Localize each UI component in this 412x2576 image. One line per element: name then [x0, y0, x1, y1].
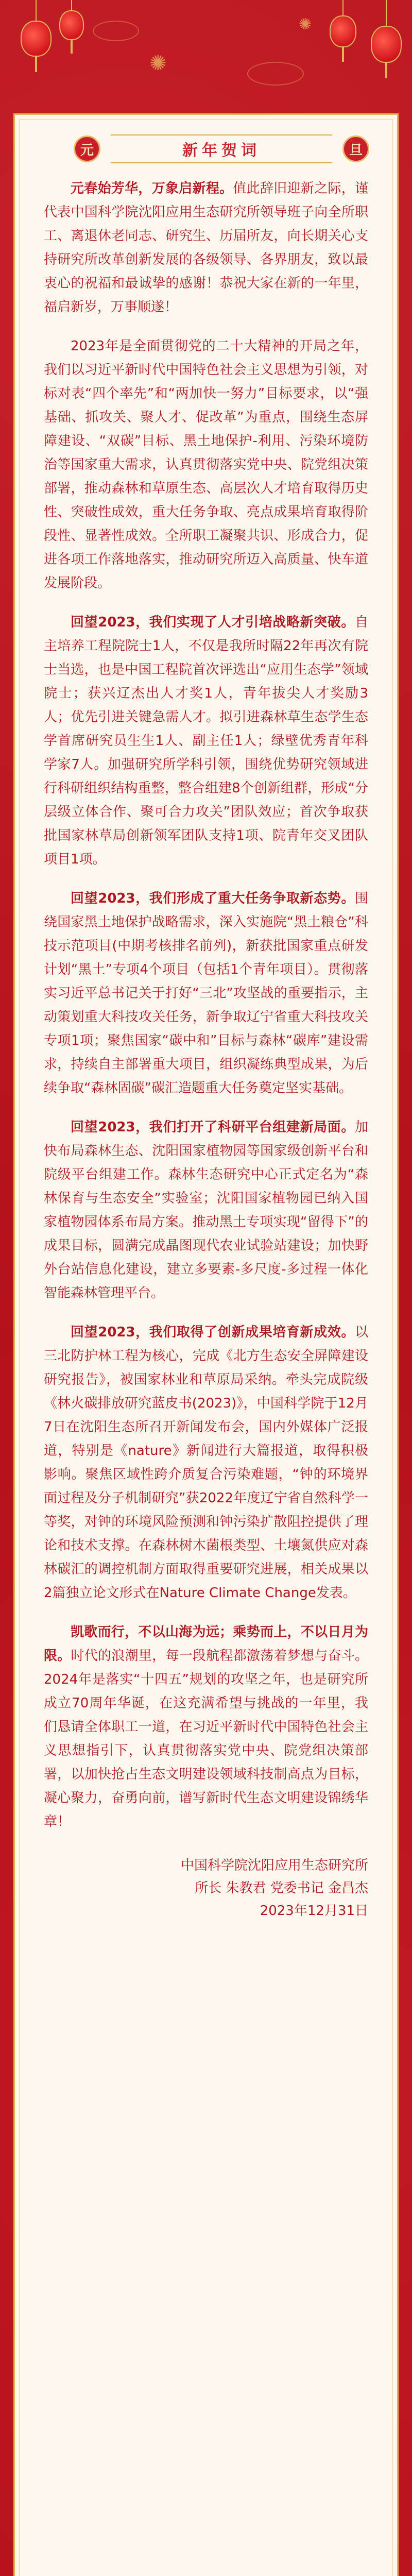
paragraph-text: 自主培养工程院院士1人，不仅是我所时隔22年再次有院士当选，也是中国工程院首次评选出“应用生态学”领域院士；获兴辽杰出人才奖1人，青年拔尖人才奖励3人；优先引进关键急需人才。拟引进森林草生态学生态学首席研究员生生1人、副主任1人；绿壁优秀青年科学家7人。加强研究所学科引领，围绕优势研究领域进行科研组织结构重整，整合组建8个创新组群，形成“分层级立体合作、聚可合力攻关”团队效应；首次争取获批国家林草局创新领军团队支持1项、院青年交叉团队项目1项。	[44, 615, 368, 867]
paragraph-lead: 回望2023，我们取得了创新成果培育新成效。	[71, 1325, 355, 1340]
paragraph-lead: 回望2023，我们实现了人才引培战略新突破。	[71, 615, 355, 630]
paragraph-2	[44, 334, 368, 595]
cloud-decoration	[247, 62, 304, 86]
lantern-icon	[59, 0, 84, 54]
paragraph-3	[44, 611, 368, 871]
paragraph-text: 加快布局森林生态、沈阳国家植物园等国家级创新平台和院级平台组建工作。森林生态研究中心正式定名为“森林保育与生态安全”实验室；沈阳国家植物园已纳入国家植物园体系布局方案。推动黑土专项实现“留得下”的成果目标，圆满完成晶图现代农业试验站建设；加快野外台站信息化建设，建立多要素-多尺度-多过程一体化智能森林管理平台。	[44, 1120, 368, 1301]
paragraph-text: 以三北防护林工程为核心，完成《北方生态安全屏障建设研究报告》，被国家林业和草原局采纳。牵头完成院级《林火碳排放研究蓝皮书(2023)》，中国科学院于12月7日在沈阳生态所召开新闻发布会，国内外媒体广泛报道，特别是《nature》新闻进行大篇报道，取得积极影响。聚焦区域性跨介质复合污染难题，“钟的环境界面过程及分子机制研究”获2022年度辽宁省自然科学一等奖，对钟的环境风险预测和钟污染扩散阻控提供了理论和技术支撑。在森林树木菌根类型、土壤氮供应对森林碳汇的调控机制方面取得重要研究进展，相关成果以2篇独立论文形式在Nature Climate Change发表。	[44, 1325, 368, 1601]
firework-icon: ✺	[149, 52, 167, 75]
paragraph-4	[44, 887, 368, 1100]
title-bar	[80, 134, 363, 163]
firework-icon: ✺	[299, 15, 312, 33]
cloud-decoration	[93, 21, 139, 41]
seal-left: 元	[74, 135, 100, 162]
signature-leaders: 所长 朱教君 党委书记 金昌杰	[195, 1880, 368, 1896]
paragraph-1	[44, 177, 368, 319]
signature-org: 中国科学院沈阳应用生态研究所	[180, 1858, 368, 1873]
article-body	[44, 177, 368, 1834]
paragraph-5	[44, 1115, 368, 1305]
paragraph-lead: 元春始芳华，万象启新程。	[71, 181, 233, 196]
signature-date: 2023年12月31日	[260, 1903, 368, 1919]
paragraph-text: 时代的浪潮里，每一段航程都激荡着梦想与奋斗。2024年是落实“十四五”规划的攻坚之年，也是研究所成立70周年华诞，在这充满希望与挑战的一年里，我们恳请全体职工一道，在习近平新时代中国特色社会主义思想指引下，认真贯彻落实党中央、院党组决策部署，以加快抢占生态文明建设领域科技制高点为目标，凝心聚力，奋勇向前，谱写新时代生态文明建设锦绣华章！	[44, 1648, 368, 1829]
paragraph-lead: 回望2023，我们形成了重大任务争取新态势。	[71, 891, 355, 906]
lantern-icon	[371, 0, 402, 78]
signature-block	[44, 1854, 368, 1922]
paragraph-text: 2023年是全面贯彻党的二十大精神的开局之年，我们以习近平新时代中国特色社会主义思想为引领，对标对表“四个率先”和“两加快一努力”目标要求，以“强基础、抓攻关、聚人才、促改革”为重点，围绕生态屏障建设、“双碳”目标、黑土地保护-利用、污染环境防治等国家重大需求，认真贯彻落实党中央、院党组决策部署，推动森林和草原生态、高层次人才培育取得历史性、突破性成效，重大任务争取、亮点成果培育取得阶段性、显著性成效。全所职工凝聚共识、形成合力，促进各项工作落地落实，推动研究所迈入高质量、快车道发展阶段。	[44, 338, 368, 591]
paragraph-lead: 回望2023，我们打开了科研平台组建新局面。	[71, 1120, 355, 1135]
page-title: 新年贺词	[182, 142, 261, 160]
header-decoration	[0, 0, 412, 113]
lantern-icon	[21, 0, 52, 72]
paragraph-7	[44, 1620, 368, 1834]
paragraph-text: 值此辞旧迎新之际，谨代表中国科学院沈阳应用生态研究所领导班子向全所职工、离退休老同志、研究生、历届所友，向长期关心支持研究所改革创新发展的各级领导、各界朋友，致以最衷心的祝福和最诚挚的感谢！恭祝大家在新的一年里，福启新岁，万事顺遂！	[44, 181, 368, 315]
paragraph-lead: 凯歌而行，不以山海为远；乘势而上，不以日月为限。	[44, 1624, 368, 1664]
lantern-icon	[330, 0, 356, 62]
greeting-card	[13, 113, 399, 2576]
seal-right: 旦	[342, 135, 369, 162]
paragraph-text: 围绕国家黑土地保护战略需求，深入实施院“黑土粮仓”科技示范项目(中期考核排名前列)，新获批国家重点研发计划“黑土”专项4个项目（包括1个青年项目）。贯彻落实习近平总书记关于打好“三北”攻坚战的重要指示，主动策划重大科技攻关任务，新争取辽宁省重大科技攻关专项1项；聚焦国家“碳中和”目标与森林“碳库”建设需求，持续自主部署重大项目，组织凝练典型成果，为后续争取“森林固碳”碳汇造题重大任务奠定坚实基础。	[44, 891, 368, 1096]
paragraph-6	[44, 1320, 368, 1605]
